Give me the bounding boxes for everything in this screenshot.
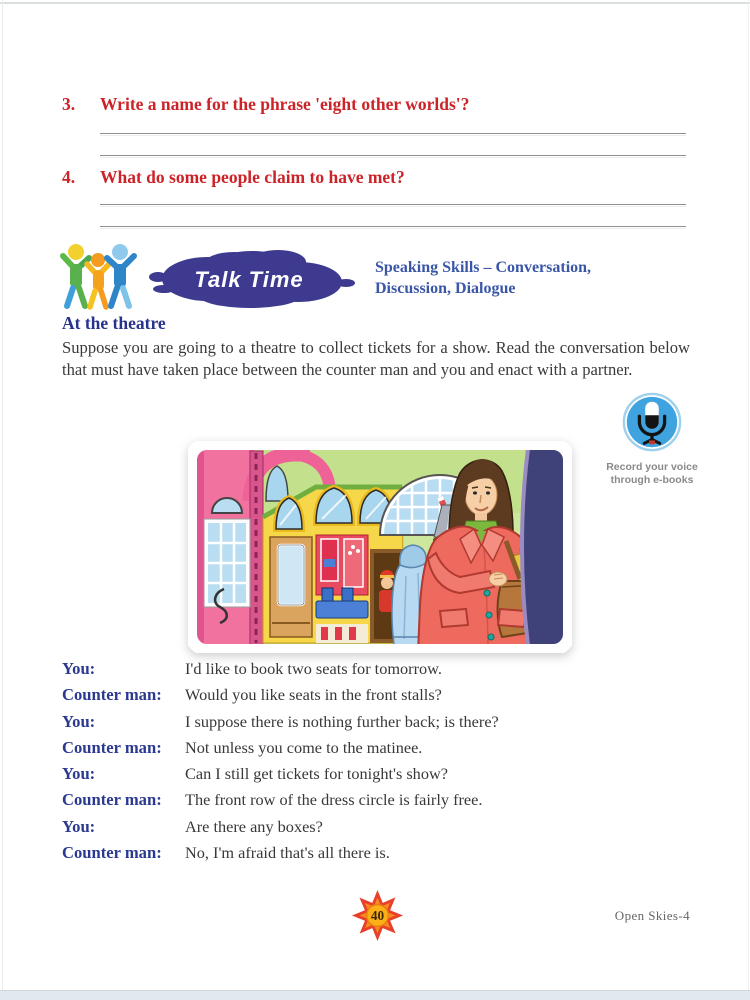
book-title: Open Skies-4 [614,908,690,923]
skills-line-2: Discussion, Dialogue [375,280,516,297]
skills-subtitle [375,257,591,299]
dialogue-row [62,761,702,787]
answer-line [100,204,686,205]
section-heading: At the theatre [62,313,166,333]
page-number-star [351,889,404,947]
dialogue-text: Not unless you come to the matinee. [185,737,423,757]
page-right-edge [748,0,749,1000]
section-intro: Suppose you are going to a theatre to collect tickets for a show. Read the conversation below that must have taken place between the counter man and you and enact with a partner. [62,338,690,380]
theatre-counter-illustration [188,441,572,653]
question-3 [62,94,469,115]
question-4-text: What do some people claim to have met? [100,167,405,187]
page-left-edge [2,0,3,1000]
dialogue-speaker: You: [62,764,96,784]
question-4-number: 4. [62,167,76,187]
dialogue-row [62,814,702,840]
dialogue-speaker: Counter man: [62,737,162,757]
dialogue-speaker: You: [62,711,96,731]
question-4 [62,167,405,188]
dialogue-text: Would you like seats in the front stalls? [185,685,442,705]
dialogue-speaker: Counter man: [62,790,162,810]
record-caption-line-2: through e-books [610,474,694,486]
answer-line [100,226,686,227]
page-bottom-edge [0,990,750,1000]
page-number: 40 [370,908,385,924]
dialogue-row [62,682,702,708]
dialogue-row [62,787,702,813]
dialogue-row [62,709,702,735]
record-caption-line-1: Record your voice [606,461,698,473]
dialogue-row [62,735,702,761]
dialogue-text: Are there any boxes? [185,816,323,836]
dialogue-text: The front row of the dress circle is fairly free. [185,790,483,810]
talk-time-badge [146,247,356,311]
dialogue-list [62,656,702,866]
dialogue-text: Can I still get tickets for tonight's show? [185,764,448,784]
dialogue-text: I'd like to book two seats for tomorrow. [185,659,442,678]
answer-line [100,155,686,156]
dancing-figures-icon [56,236,144,316]
talk-time-label: Talk Time [194,267,304,292]
dialogue-speaker: Counter man: [62,843,162,863]
starburst-icon [351,889,404,942]
dialogue-speaker: You: [62,816,96,836]
dialogue-speaker: You: [62,659,96,678]
record-voice-button[interactable] [598,392,706,487]
question-3-number: 3. [62,94,76,114]
question-3-text: Write a name for the phrase 'eight other worlds'? [100,94,470,114]
skills-line-1: Speaking Skills – Conversation, [375,259,592,276]
dialogue-text: No, I'm afraid that's all there is. [185,843,390,863]
dialogue-text: I suppose there is nothing further back; is there? [185,711,499,731]
dialogue-row [62,656,702,682]
answer-line [100,133,686,134]
dialogue-speaker: Counter man: [62,685,162,705]
dialogue-row [62,840,702,866]
microphone-icon [621,392,683,454]
page-top-edge [0,2,750,4]
